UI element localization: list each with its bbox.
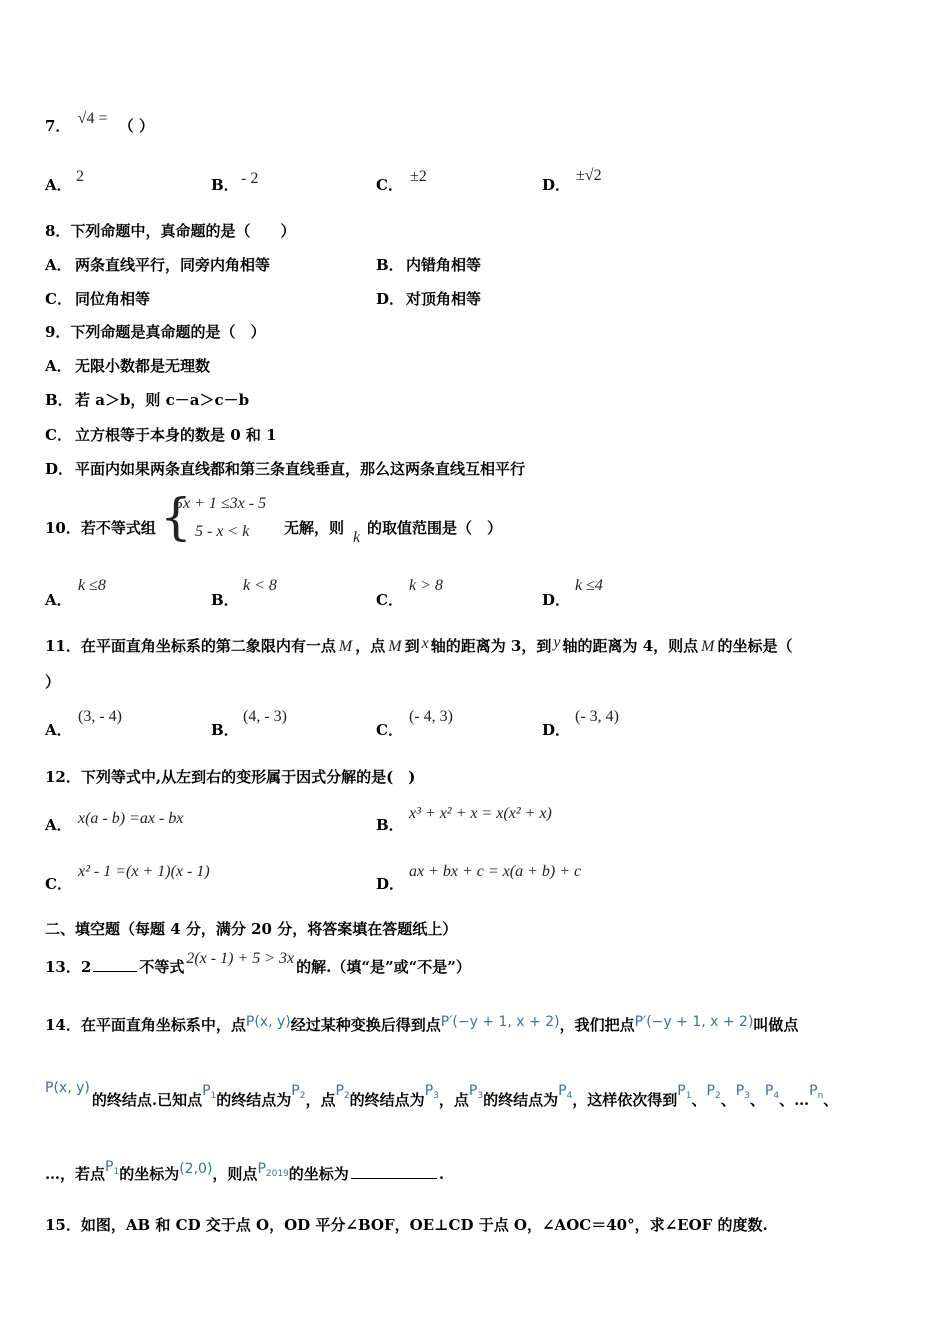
q12-option-d-label: D． — [376, 875, 405, 893]
answer-blank-14[interactable] — [351, 1164, 437, 1179]
q9-option-d-value: 平面内如果两条直线都和第三条直线垂直，那么这两条直线互相平行 — [75, 460, 526, 478]
q7-option-c-label: C． — [376, 176, 403, 194]
q8-option-d-label: D． — [376, 290, 405, 308]
q14-line-1: 14．在平面直角坐标系中，点P(x, y)经过某种变换后得到点P′(−y + 1, x + 2)，我们把点P′(−y + 1, x + 2)叫做点 — [45, 1014, 799, 1034]
q10-inequality-1: 5x + 1 ≤3x - 5 — [175, 495, 267, 512]
q8-option-a-value: 两条直线平行，同旁内角相等 — [75, 256, 271, 274]
q12-option-b-value: x³ + x² + x = x(x² + x) — [409, 805, 552, 822]
q10-option-b-value: k < 8 — [243, 577, 277, 594]
q11-stem-cont: ） — [45, 673, 61, 691]
q8-option-b-label: B． — [376, 256, 404, 274]
q8-option-d-value: 对顶角相等 — [406, 290, 482, 308]
q14-line-2: P(x, y)的终结点.已知点$P_1$的终结点为$P_2$，点$P_2$的终结点为$P_3$，点$P_3$的终结点为$P_4$，这样依次得到$P_1$、$P_2$、$P_3$、$P_4$、$\dots P_n$、 — [45, 1080, 839, 1109]
q10-stem-start: 10．若不等式组 — [45, 519, 156, 537]
section-title: 二、填空题（每题 4 分，满分 20 分，将答案填在答题纸上） — [45, 920, 458, 938]
q10-option-c-value: k > 8 — [409, 577, 443, 594]
q12-option-c-value: x² - 1 =(x + 1)(x - 1) — [78, 863, 210, 880]
q9-option-b-value: 若 a＞b，则 c－a＞c－b — [75, 391, 250, 409]
q7-option-b-label: B． — [211, 176, 239, 194]
q9-option-c-label: C． — [45, 426, 72, 444]
q14-line-3: …，若点$P_1$的坐标为(2,0)，则点$P_{2019}$的坐标为 . — [45, 1159, 445, 1183]
q7-option-b-value: - 2 — [241, 170, 259, 187]
q8-option-c-label: C． — [45, 290, 72, 308]
q15-stem: 15．如图，AB 和 CD 交于点 O，OD 平分∠BOF，OE⊥CD 于点 O，∠AOC＝40°，求∠EOF 的度数. — [45, 1216, 768, 1234]
q10-option-a-label: A． — [45, 591, 72, 609]
q10-option-b-label: B． — [211, 591, 239, 609]
q11-option-d-value: (- 3, 4) — [575, 708, 619, 725]
q13-stem: 13．2 不等式 2(x - 1) + 5 > 3x 的解.（填“是”或“不是”） — [45, 950, 471, 976]
q12-option-c-label: C． — [45, 875, 72, 893]
q10-inequality-2: 5 - x < k — [195, 523, 250, 540]
q7-stem: 7． √4 = （ ） — [45, 110, 154, 135]
q12-option-a-label: A． — [45, 816, 72, 834]
q11-stem: 11．在平面直角坐标系的第二象限内有一点 M ，点 M 到 x 轴的距离为 3，到 y 轴的距离为 4，则点 M 的坐标是（ — [45, 634, 793, 655]
q11-option-a-value: (3, - 4) — [78, 708, 122, 725]
q9-option-a-value: 无限小数都是无理数 — [75, 357, 211, 375]
q7-option-c-value: ±2 — [410, 168, 427, 185]
q9-option-d-label: D． — [45, 460, 74, 478]
q9-stem: 9．下列命题是真命题的是（ ） — [45, 323, 266, 341]
q9-option-a-label: A． — [45, 357, 72, 375]
q10-option-d-label: D． — [542, 591, 571, 609]
q8-option-a-label: A． — [45, 256, 72, 274]
q12-option-b-label: B． — [376, 816, 404, 834]
q12-option-a-value: x(a - b) =ax - bx — [78, 810, 184, 827]
q9-option-c-value: 立方根等于本身的数是 0 和 1 — [75, 426, 277, 444]
q8-stem: 8．下列命题中，真命题的是（ ） — [45, 222, 296, 240]
q11-option-c-value: (- 4, 3) — [409, 708, 453, 725]
q8-option-b-value: 内错角相等 — [406, 256, 482, 274]
q12-option-d-value: ax + bx + c = x(a + b) + c — [409, 863, 582, 880]
q11-option-b-value: (4, - 3) — [243, 708, 287, 725]
q11-option-a-label: A． — [45, 721, 72, 739]
q10-option-d-value: k ≤4 — [575, 577, 603, 594]
system-brace: { — [160, 488, 192, 546]
q7-math: √4 = — [77, 110, 108, 127]
q11-option-c-label: C． — [376, 721, 403, 739]
q10-stem-mid: 无解，则 — [284, 519, 345, 537]
q13-inequality: 2(x - 1) + 5 > 3x — [186, 950, 295, 967]
q9-option-b-label: B． — [45, 391, 73, 409]
q7-option-a-value: 2 — [76, 168, 84, 185]
q10-option-a-value: k ≤8 — [78, 577, 106, 594]
q8-option-c-value: 同位角相等 — [75, 290, 151, 308]
q11-option-b-label: B． — [211, 721, 239, 739]
q7-option-d-label: D． — [542, 176, 571, 194]
q11-option-d-label: D． — [542, 721, 571, 739]
q10-var-k: k — [353, 529, 361, 546]
q12-stem: 12．下列等式中,从左到右的变形属于因式分解的是( ) — [45, 768, 416, 786]
q10-option-c-label: C． — [376, 591, 403, 609]
q7-option-d-value: ±√2 — [576, 167, 602, 184]
answer-blank-13[interactable] — [93, 957, 137, 972]
q7-option-a-label: A． — [45, 176, 72, 194]
q10-stem-end: 的取值范围是（ ） — [367, 519, 503, 537]
